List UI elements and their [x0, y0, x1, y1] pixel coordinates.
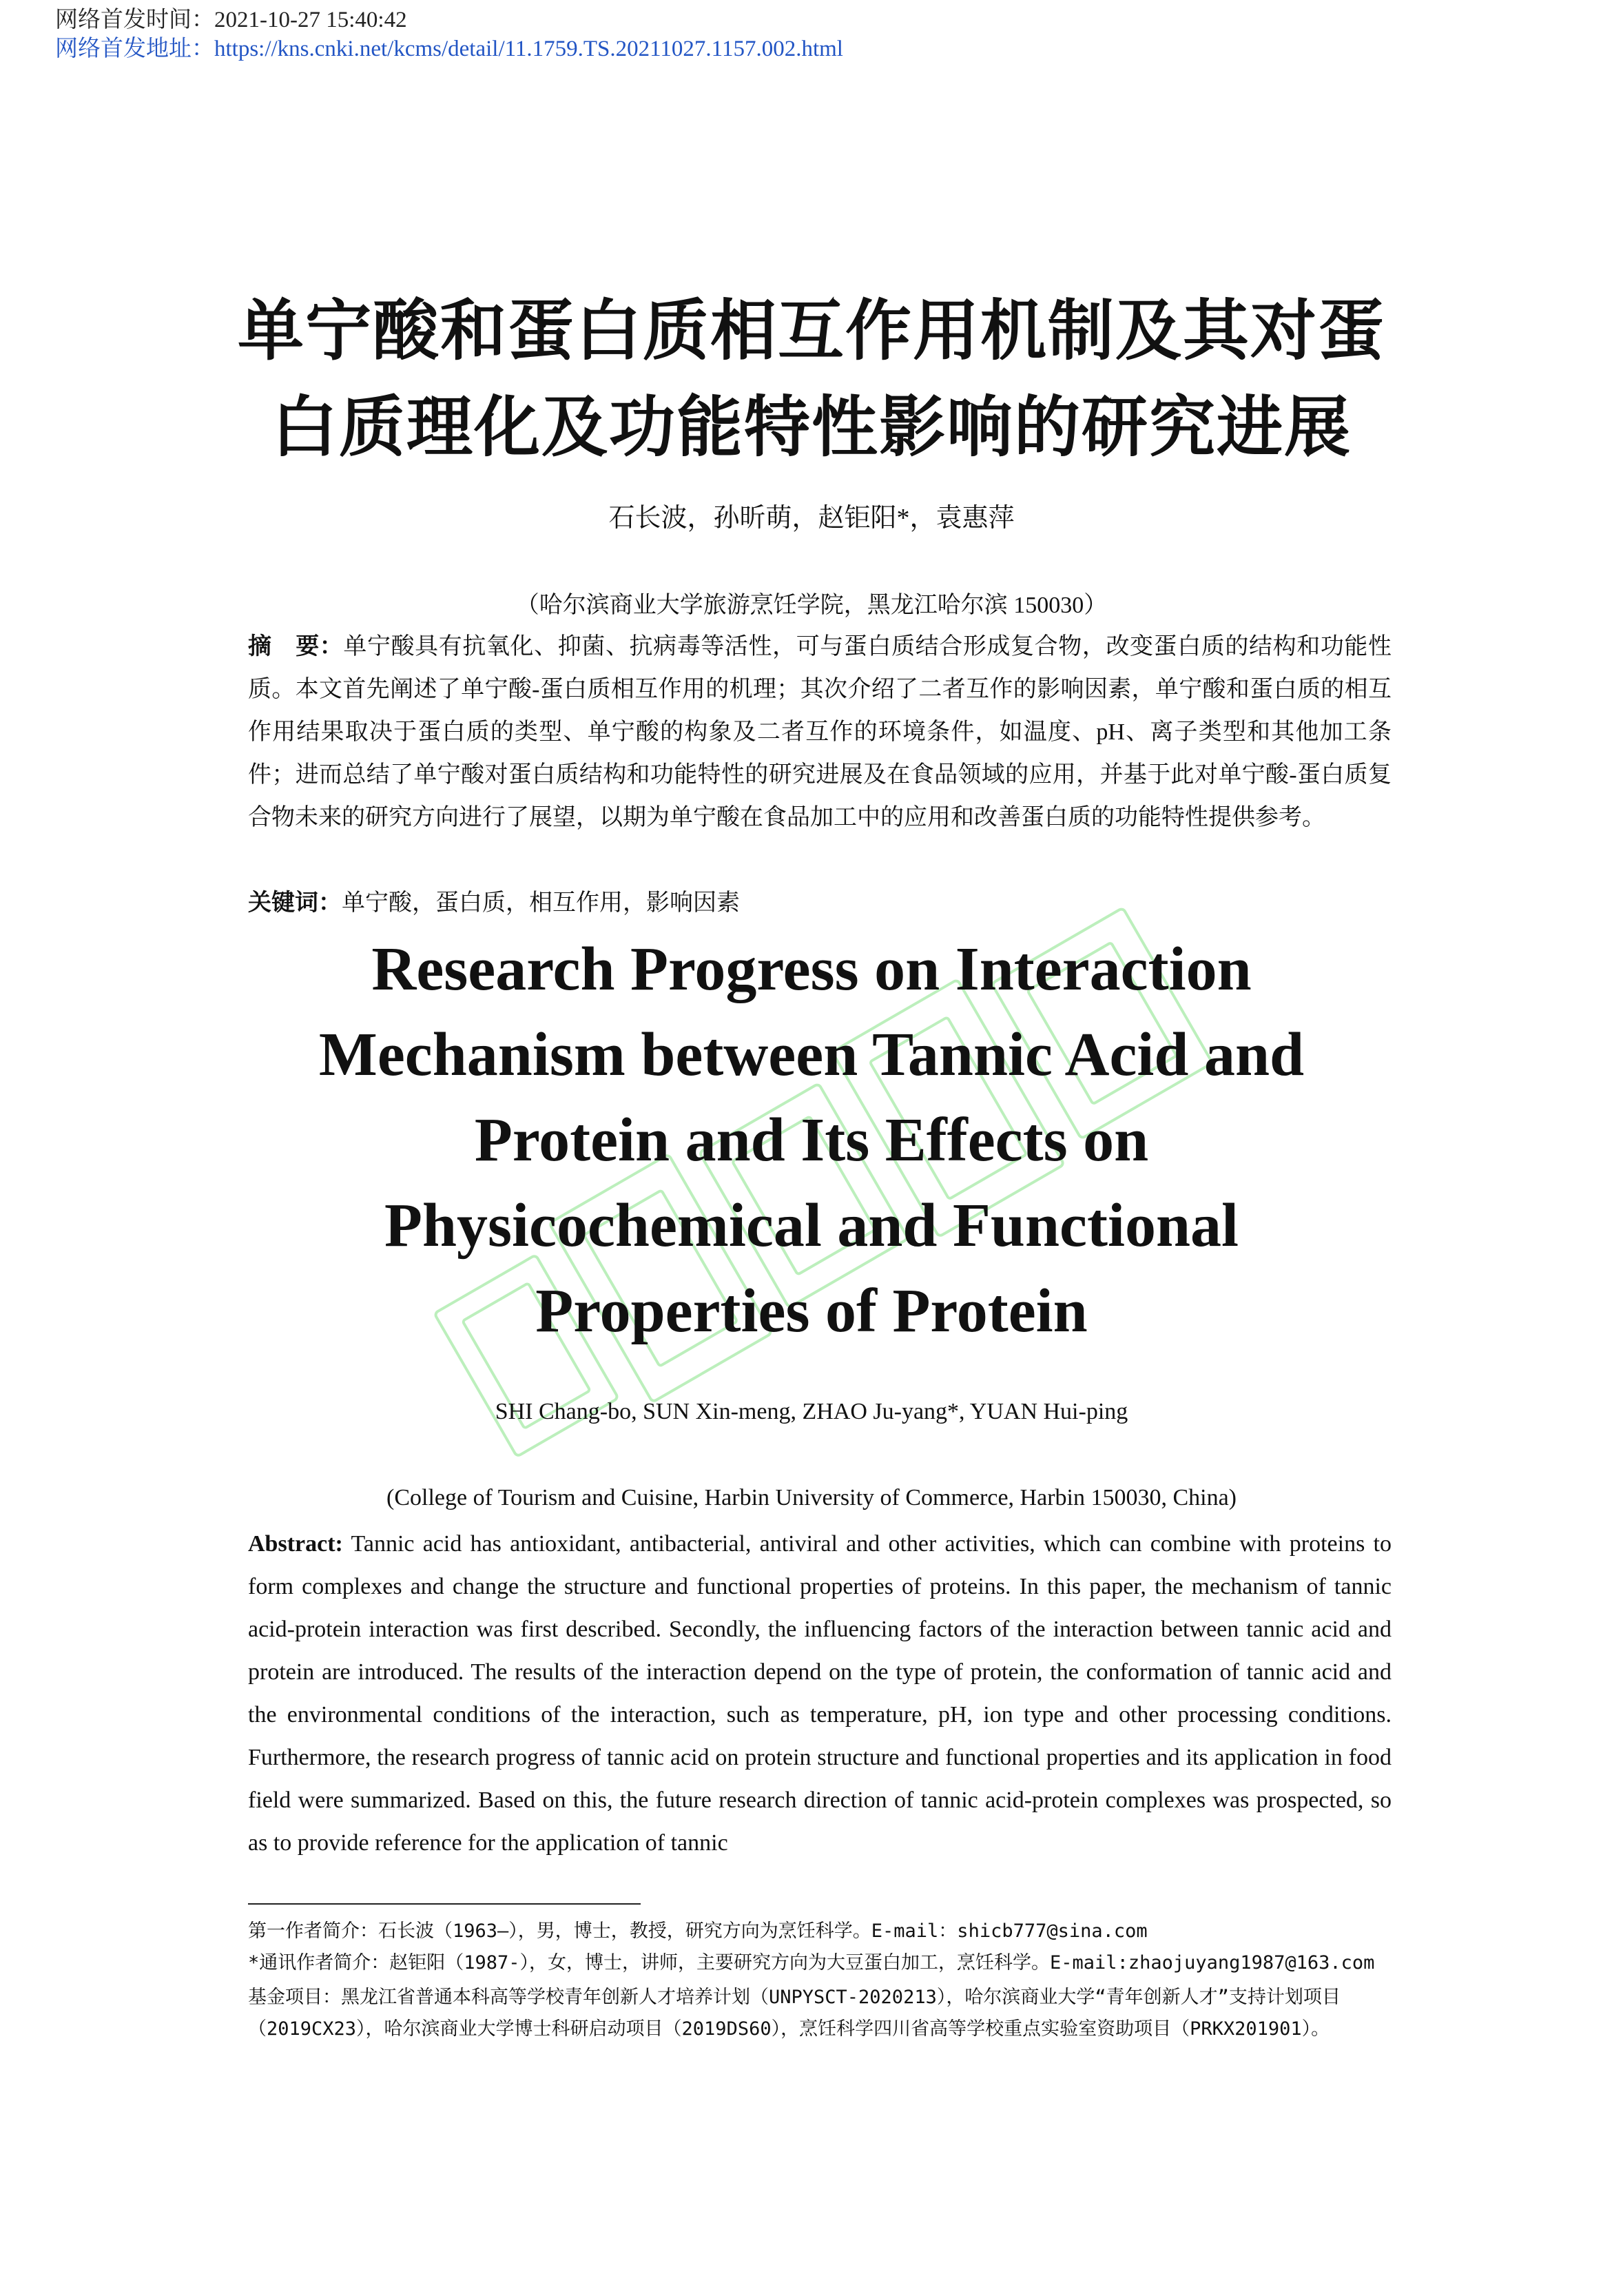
authors-english: SHI Chang-bo, SUN Xin-meng, ZHAO Ju-yang*, YUAN Hui-ping	[495, 1399, 1128, 1424]
title-english-line: Physicochemical and Functional	[384, 1191, 1239, 1260]
title-english-line: Research Progress on Interaction	[371, 935, 1252, 1003]
abstract-english-text: Tannic acid has antioxidant, antibacterial, antiviral and other activities, which can combine with proteins to form complexes and change the structure and functional properties of proteins. In this paper, the mechanism of tannic acid-protein interaction was first described. Secondly, the influencing factors of the interaction between tannic acid and protein are introduced. The results of the interaction depend on the type of protein, the conformation of tannic acid and the environmental conditions of the interaction, such as temperature, pH, ion type and other processing conditions. Furthermore, the research progress of tannic acid on protein structure and functional properties and its application in food field were summarized. Based on this, the future research direction of tannic acid-protein complexes was prospected, so as to provide reference for the application of tannic	[248, 1531, 1392, 1856]
footnotes	[248, 1916, 1392, 2045]
keywords-chinese	[248, 883, 740, 917]
title-english-line: Protein and Its Effects on	[474, 1106, 1149, 1174]
title-english-line: Properties of Protein	[535, 1277, 1088, 1345]
abstract-chinese-text: 单宁酸具有抗氧化、抑菌、抗病毒等活性，可与蛋白质结合形成复合物，改变蛋白质的结构和功能性质。本文首先阐述了单宁酸-蛋白质相互作用的机理；其次介绍了二者互作的影响因素，单宁酸和蛋白质的相互作用结果取决于蛋白质的类型、单宁酸的构象及二者互作的环境条件，如温度、pH、离子类型和其他加工条件；进而总结了单宁酸对蛋白质结构和功能特性的研究进展及在食品领域的应用，并基于此对单宁酸-蛋白质复合物未来的研究方向进行了展望，以期为单宁酸在食品加工中的应用和改善蛋白质的功能特性提供参考。	[248, 634, 1392, 830]
title-chinese	[207, 283, 1416, 475]
keywords-chinese-label: 关键词：	[248, 890, 342, 916]
title-chinese-line: 单宁酸和蛋白质相互作用机制及其对蛋	[238, 292, 1385, 369]
abstract-english-label: Abstract:	[248, 1531, 343, 1557]
title-chinese-line: 白质理化及功能特性影响的研究进展	[271, 389, 1352, 466]
abstract-chinese	[248, 626, 1392, 839]
footnote-funding: 基金项目：黑龙江省普通本科高等学校青年创新人才培养计划（UNPYSCT-2020213），哈尔滨商业大学“青年创新人才”支持计划项目（2019CX23），哈尔滨商业大学博士科研启动项目（2019DS60），烹饪科学四川省高等学校重点实验室资助项目（PRKX201901）。	[248, 1987, 1341, 2040]
title-english-line: Mechanism between Tannic Acid and	[318, 1021, 1305, 1089]
affiliation-chinese: （哈尔滨商业大学旅游烹饪学院，黑龙江哈尔滨 150030）	[515, 593, 1108, 618]
footnote-first-author: 第一作者简介：石长波（1963—），男，博士，教授，研究方向为烹饪科学。E-mail：shicb777@sina.com	[248, 1920, 1148, 1942]
affiliation-english: (College of Tourism and Cuisine, Harbin University of Commerce, Harbin 150030, China)	[386, 1485, 1237, 1510]
authors-chinese: 石长波，孙昕萌，赵钜阳*，袁惠萍	[608, 504, 1015, 533]
publication-header	[55, 6, 843, 63]
title-english	[207, 927, 1416, 1354]
keywords-chinese-text: 单宁酸，蛋白质，相互作用，影响因素	[342, 890, 740, 916]
footnote-divider	[248, 1903, 641, 1905]
footnote-corresponding-author: *通讯作者简介：赵钜阳（1987-），女，博士，讲师，主要研究方向为大豆蛋白加工，烹饪科学。E-mail:zhaojuyang1987@163.com	[248, 1952, 1375, 1974]
abstract-english	[248, 1523, 1392, 1865]
abstract-chinese-label: 摘 要：	[248, 634, 344, 659]
online-publish-time: 网络首发时间：2021-10-27 15:40:42	[55, 8, 407, 32]
online-publish-url[interactable]: 网络首发地址：https://kns.cnki.net/kcms/detail/11.1759.TS.20211027.1157.002.html	[55, 37, 843, 61]
